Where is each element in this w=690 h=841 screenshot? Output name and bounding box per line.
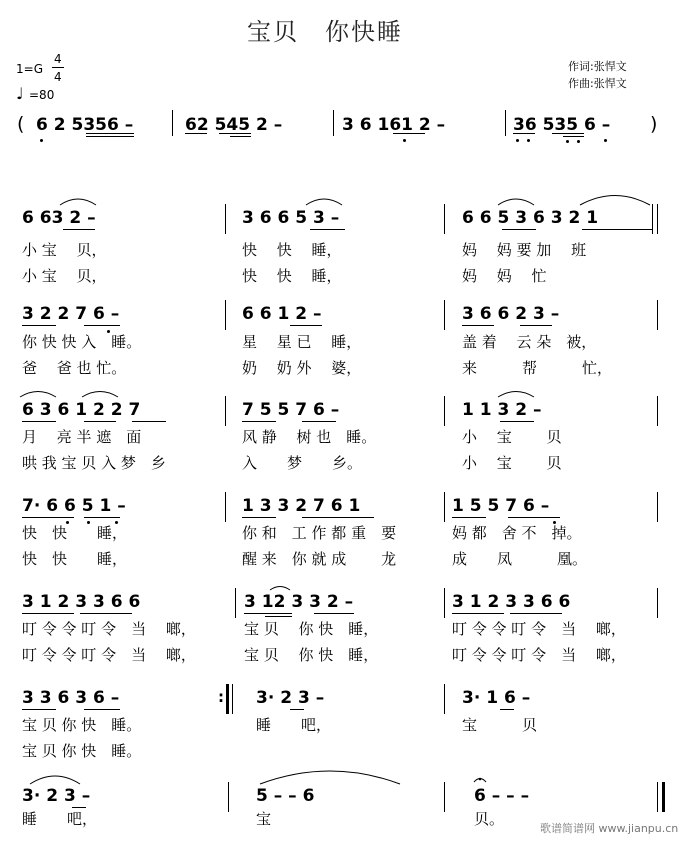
system-4-lyrics-verse1-m2: 你 和 工 作 都 重 要 bbox=[242, 524, 397, 542]
system-2-lyrics-verse2-m1: 爸 爸 也 忙。 bbox=[22, 359, 127, 377]
repeat-dots: : bbox=[218, 688, 224, 706]
system-3-measure-2: 7 5 5 7 6 – bbox=[242, 400, 340, 420]
time-signature-top: 4 bbox=[54, 52, 62, 66]
system-6-lyrics-verse1-m3: 宝 贝 bbox=[462, 716, 538, 734]
slur-s1-a bbox=[60, 199, 96, 205]
tie-s7-a bbox=[260, 771, 400, 784]
system-5-lyrics-verse2-m2: 宝 贝 你 快 睡， bbox=[244, 646, 379, 664]
quarter-note-icon: ♩ bbox=[16, 84, 24, 103]
system-2-measure-2: 6 6 1 2 – bbox=[242, 304, 322, 324]
system-2-lyrics-verse1-m2: 星 星 已 睡， bbox=[242, 333, 362, 351]
system-4-measure-3: 1 5 5 7 6 – bbox=[452, 496, 550, 516]
system-3-lyrics-verse2-m1: 哄 我 宝 贝 入 梦 乡 bbox=[22, 454, 166, 472]
system-4-lyrics-verse1-m3: 妈 都 舍 不 掉。 bbox=[452, 524, 582, 542]
intro-measure-4: 36 535 6 – bbox=[513, 115, 611, 135]
watermark: 歌谱简谱网 www.jianpu.cn bbox=[540, 822, 679, 835]
system-4-lyrics-verse1-m1: 快 快 睡， bbox=[22, 524, 128, 542]
lyricist-credit: 作词:张悍文 bbox=[568, 60, 627, 73]
composer-credit: 作曲:张悍文 bbox=[568, 77, 627, 90]
system-1-measure-2: 3 6 6 5 3 – bbox=[242, 208, 340, 228]
system-5-lyrics-verse2-m3: 叮 令 令 叮 令 当 啷， bbox=[452, 646, 626, 664]
system-5-lyrics-verse1-m2: 宝 贝 你 快 睡， bbox=[244, 620, 379, 638]
system-6-measure-2: 3· 2 3 – bbox=[256, 688, 325, 708]
intro-open-paren: ( bbox=[17, 113, 25, 135]
intro-measure-1: 6 2 5356 – bbox=[36, 115, 134, 135]
system-3-lyrics-verse2-m2: 入 梦 乡。 bbox=[242, 454, 363, 472]
intro-measure-3: 3 6 161 2 – bbox=[342, 115, 446, 135]
system-1-lyrics-verse2-m2: 快 快 睡， bbox=[242, 267, 342, 285]
intro-measure-2: 62 545 2 – bbox=[185, 115, 283, 135]
system-3-measure-1: 6 3 6 1 2 2 7 bbox=[22, 400, 141, 420]
slur-s5-a bbox=[270, 587, 290, 591]
system-2-measure-1: 3 2 2 7 6 – bbox=[22, 304, 120, 324]
system-1-lyrics-verse2-m1: 小 宝 贝， bbox=[22, 267, 107, 285]
system-7-lyrics-m1: 睡 吧， bbox=[22, 810, 98, 828]
system-1-lyrics-verse2-m3: 妈 妈 忙 bbox=[462, 267, 547, 285]
system-5-lyrics-verse1-m3: 叮 令 令 叮 令 当 啷， bbox=[452, 620, 626, 638]
slur-s3-c bbox=[498, 392, 534, 398]
system-5-measure-1: 3 1 2 3 3 6 6 bbox=[22, 592, 141, 612]
system-1-measure-3: 6 6 5 3 6 3 2 1 bbox=[462, 208, 599, 228]
system-3-lyrics-verse1-m3: 小 宝 贝 bbox=[462, 428, 562, 446]
system-2-measure-3: 3 6 6 2 3 – bbox=[462, 304, 560, 324]
slur-s1-c bbox=[498, 199, 534, 205]
system-2-lyrics-verse2-m2: 奶 奶 外 婆， bbox=[242, 359, 362, 377]
slur-s3-b bbox=[82, 392, 118, 398]
intro-close-paren: ) bbox=[650, 113, 658, 135]
system-7-measure-2: 5 – – 6 bbox=[256, 786, 315, 806]
system-3-lyrics-verse2-m3: 小 宝 贝 bbox=[462, 454, 562, 472]
system-4-lyrics-verse2-m2: 醒 来 你 就 成 龙 bbox=[242, 550, 397, 568]
system-6-measure-3: 3· 1 6 – bbox=[462, 688, 531, 708]
system-2-lyrics-verse1-m1: 你 快 快 入 睡。 bbox=[22, 333, 142, 351]
tempo-marking: =80 bbox=[29, 88, 55, 102]
system-3-measure-3: 1 1 3 2 – bbox=[462, 400, 542, 420]
system-1-lyrics-verse1-m1: 小 宝 贝， bbox=[22, 241, 107, 259]
system-5-lyrics-verse1-m1: 叮 令 令 叮 令 当 啷， bbox=[22, 620, 196, 638]
slur-s7-a bbox=[30, 776, 80, 784]
system-6-lyrics-verse1-m2: 睡 吧， bbox=[256, 716, 332, 734]
system-2-lyrics-verse1-m3: 盖 着 云 朵 被， bbox=[462, 333, 597, 351]
system-7-measure-3: 6 – – – bbox=[474, 786, 530, 806]
system-6-lyrics-verse1-m1: 宝 贝 你 快 睡。 bbox=[22, 716, 142, 734]
system-2-lyrics-verse2-m3: 来 帮 忙， bbox=[462, 359, 613, 377]
system-7-lyrics-m2: 宝 bbox=[256, 810, 272, 828]
system-7-lyrics-m3: 贝。 bbox=[474, 810, 505, 828]
system-3-lyrics-verse1-m1: 月 亮 半 遮 面 bbox=[22, 428, 142, 446]
system-7-measure-1: 3· 2 3 – bbox=[22, 786, 91, 806]
slur-s1-b bbox=[306, 199, 342, 205]
system-5-lyrics-verse2-m1: 叮 令 令 叮 令 当 啷， bbox=[22, 646, 196, 664]
system-4-measure-2: 1 3 3 2 7 6 1 bbox=[242, 496, 361, 516]
system-1-lyrics-verse1-m3: 妈 妈 要 加 班 bbox=[462, 241, 587, 259]
system-1-lyrics-verse1-m2: 快 快 睡， bbox=[242, 241, 342, 259]
system-5-measure-2: 3 12 3 3 2 – bbox=[244, 592, 354, 612]
slur-s3-a bbox=[20, 392, 56, 398]
time-signature-bottom: 4 bbox=[54, 70, 62, 84]
slur-s1-d bbox=[580, 196, 650, 206]
system-4-lyrics-verse2-m1: 快 快 睡， bbox=[22, 550, 128, 568]
system-6-lyrics-verse2-m1: 宝 贝 你 快 睡。 bbox=[22, 742, 142, 760]
system-3-lyrics-verse1-m2: 风 静 树 也 睡。 bbox=[242, 428, 377, 446]
system-1-measure-1: 6 63 2 – bbox=[22, 208, 96, 228]
system-5-measure-3: 3 1 2 3 3 6 6 bbox=[452, 592, 571, 612]
system-4-measure-1: 7· 6 6 5 1 – bbox=[22, 496, 126, 516]
song-title: 宝贝 你快睡 bbox=[247, 18, 403, 46]
key-signature: 1=G bbox=[16, 62, 43, 76]
system-4-lyrics-verse2-m3: 成 凤 凰。 bbox=[452, 550, 588, 568]
system-6-measure-1: 3 3 6 3 6 – bbox=[22, 688, 120, 708]
fermata-dot bbox=[479, 778, 482, 781]
